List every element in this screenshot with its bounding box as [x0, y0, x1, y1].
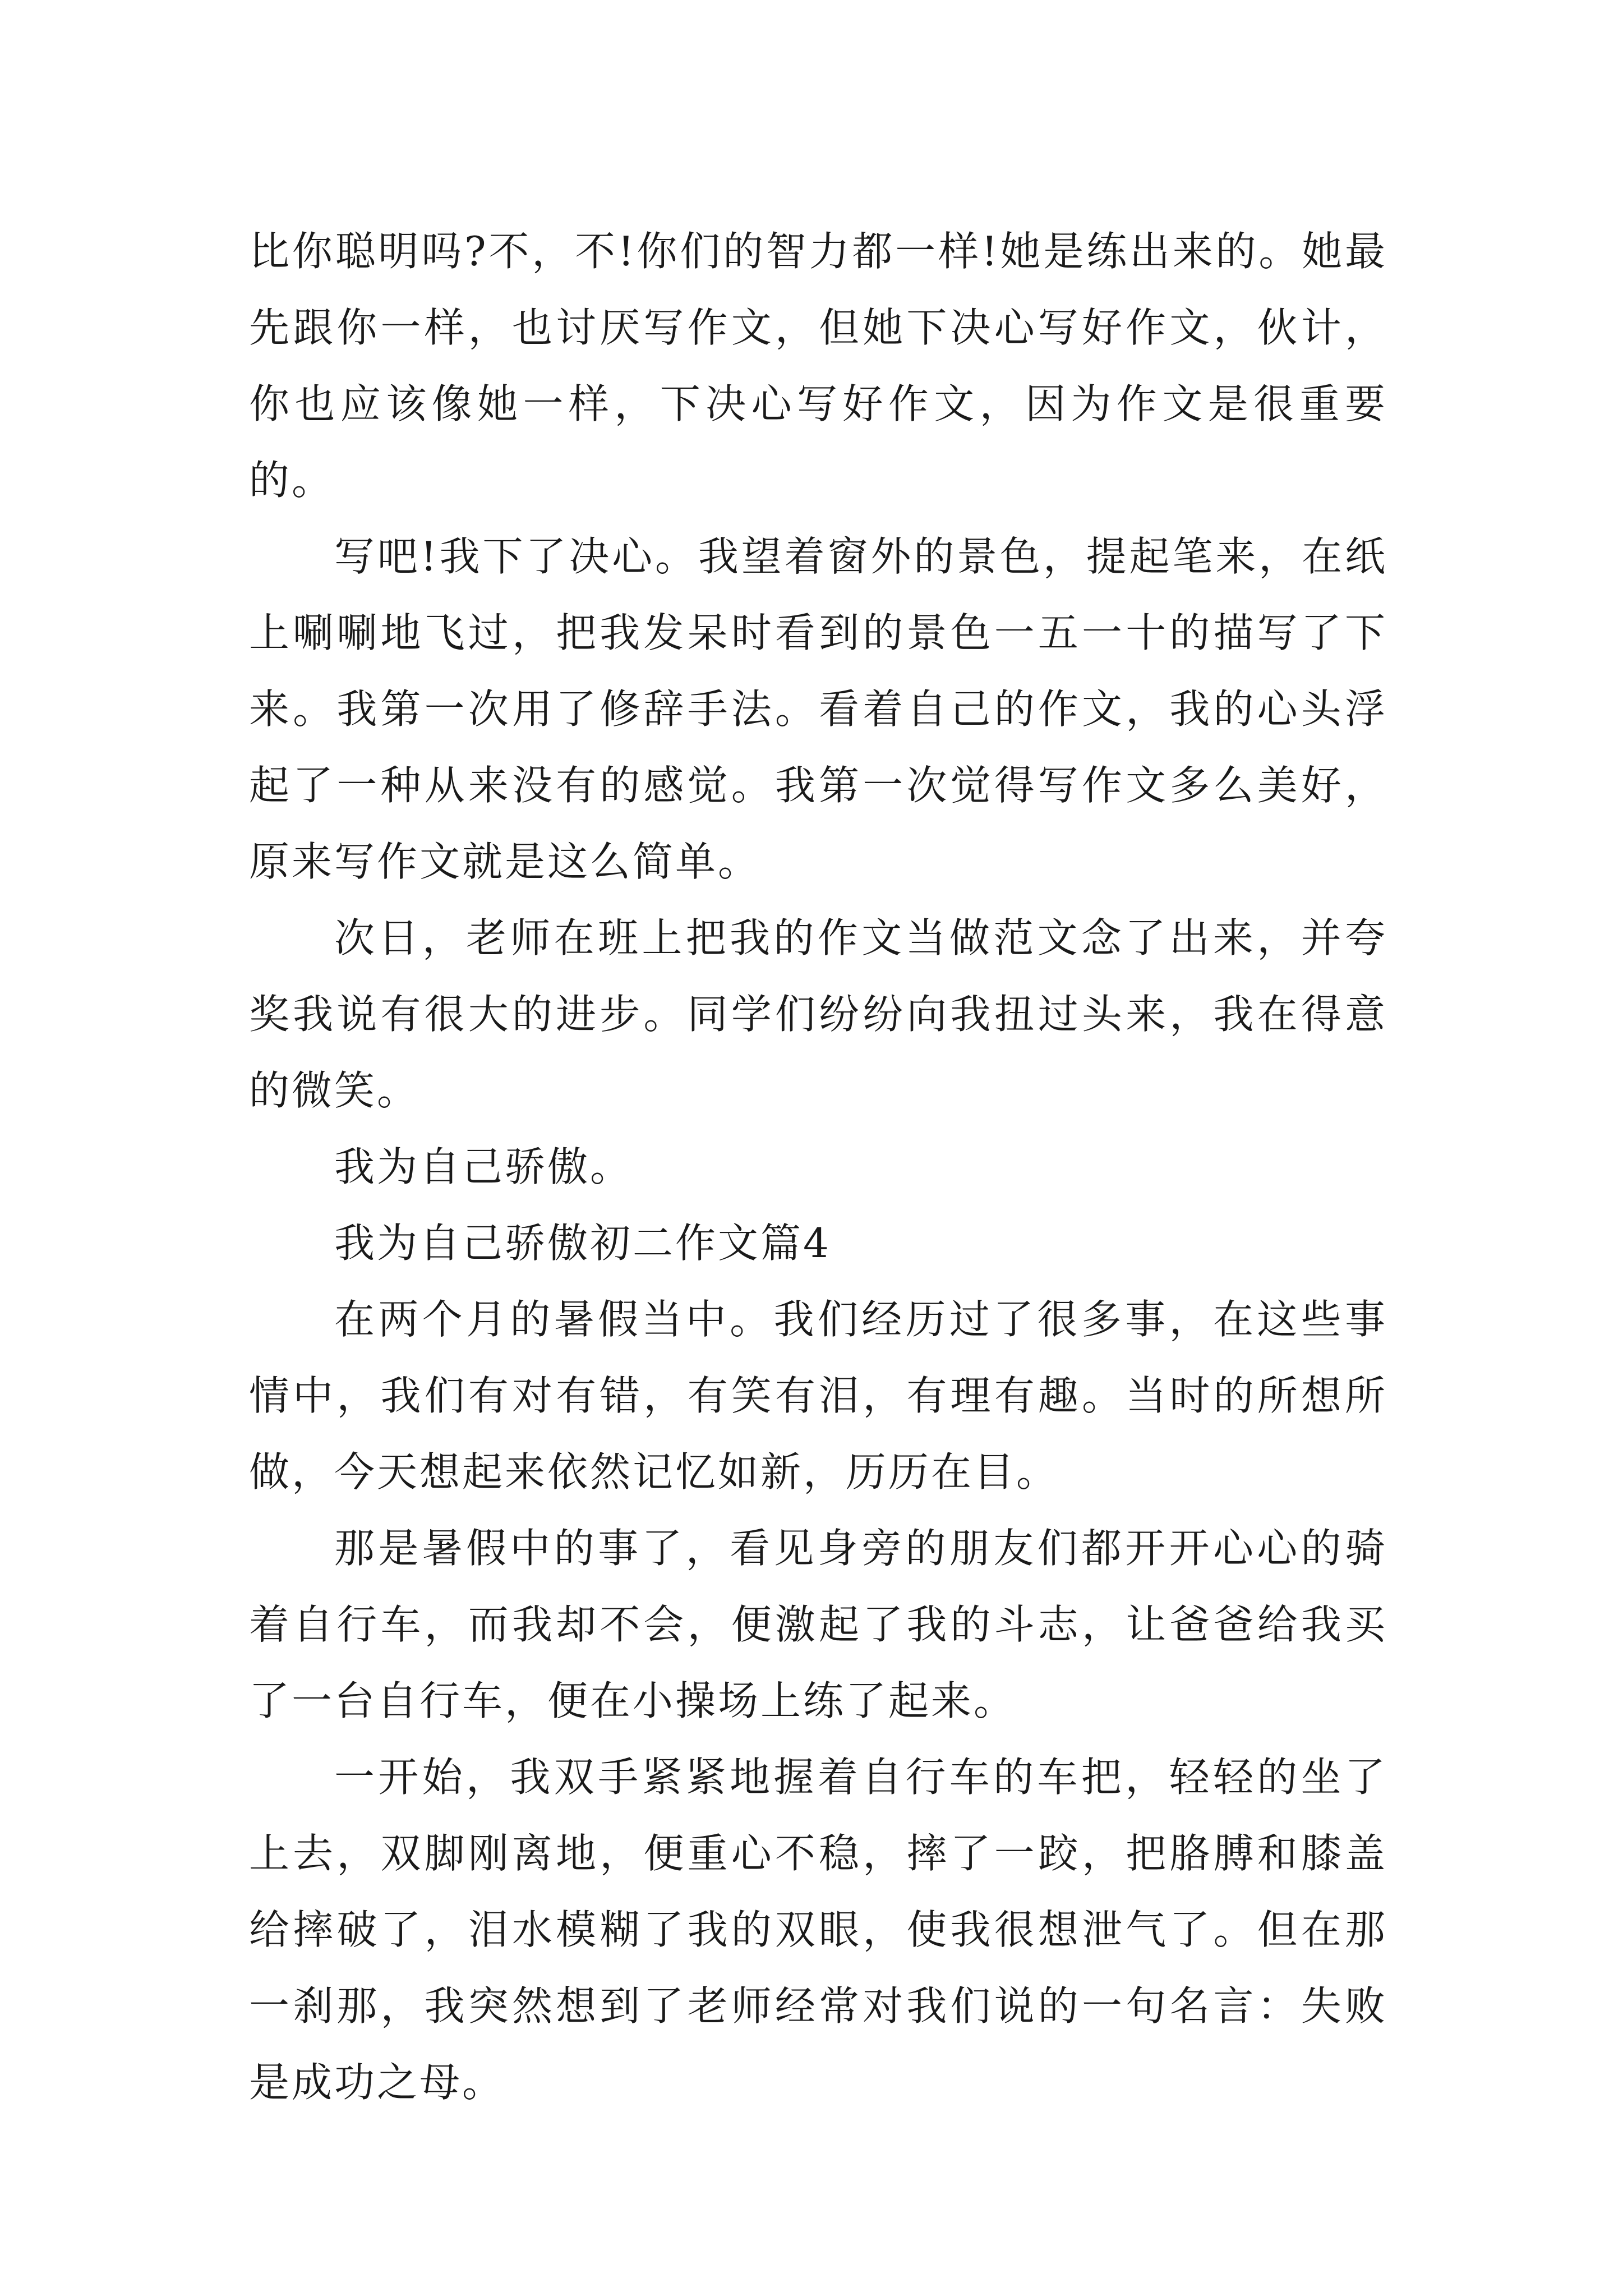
section-heading: 我为自己骄傲初二作文篇4: [334, 1220, 831, 1267]
paragraph-1: 比你聪明吗?不，不!你们的智力都一样!她是练出来的。她最先跟你一样，也讨厌写作文，但她下决心写好作文，伙计，你也应该像她一样，下决心写好作文，因为作文是很重要的。: [249, 228, 1387, 504]
document-body: [249, 213, 1387, 2120]
paragraph-6: 那是暑假中的事了，看见身旁的朋友们都开开心心的骑着自行车，而我却不会，便激起了我的斗志，让爸爸给我买了一台自行车，便在小操场上练了起来。: [249, 1525, 1387, 1724]
paragraph-2: 写吧!我下了决心。我望着窗外的景色，提起笔来，在纸上唰唰地飞过，把我发呆时看到的景色一五一十的描写了下来。我第一次用了修辞手法。看着自己的作文，我的心头浮起了一种从来没有的感觉。我第一次觉得写作文多么美好，原来写作文就是这么简单。: [249, 533, 1387, 885]
paragraph-7: 一开始，我双手紧紧地握着自行车的车把，轻轻的坐了上去，双脚刚离地，便重心不稳，摔了一跤，把胳膊和膝盖给摔破了，泪水模糊了我的双眼，使我很想泄气了。但在那一刹那，我突然想到了老师经常对我们说的一句名言：失败是成功之母。: [249, 1754, 1387, 2106]
paragraph-4: 我为自己骄傲。: [334, 1143, 633, 1190]
paragraph-3: 次日，老师在班上把我的作文当做范文念了出来，并夸奖我说有很大的进步。同学们纷纷向我扭过头来，我在得意的微笑。: [249, 914, 1387, 1114]
paragraph-5: 在两个月的暑假当中。我们经历过了很多事，在这些事情中，我们有对有错，有笑有泪，有理有趣。当时的所想所做，今天想起来依然记忆如新，历历在目。: [249, 1296, 1387, 1496]
